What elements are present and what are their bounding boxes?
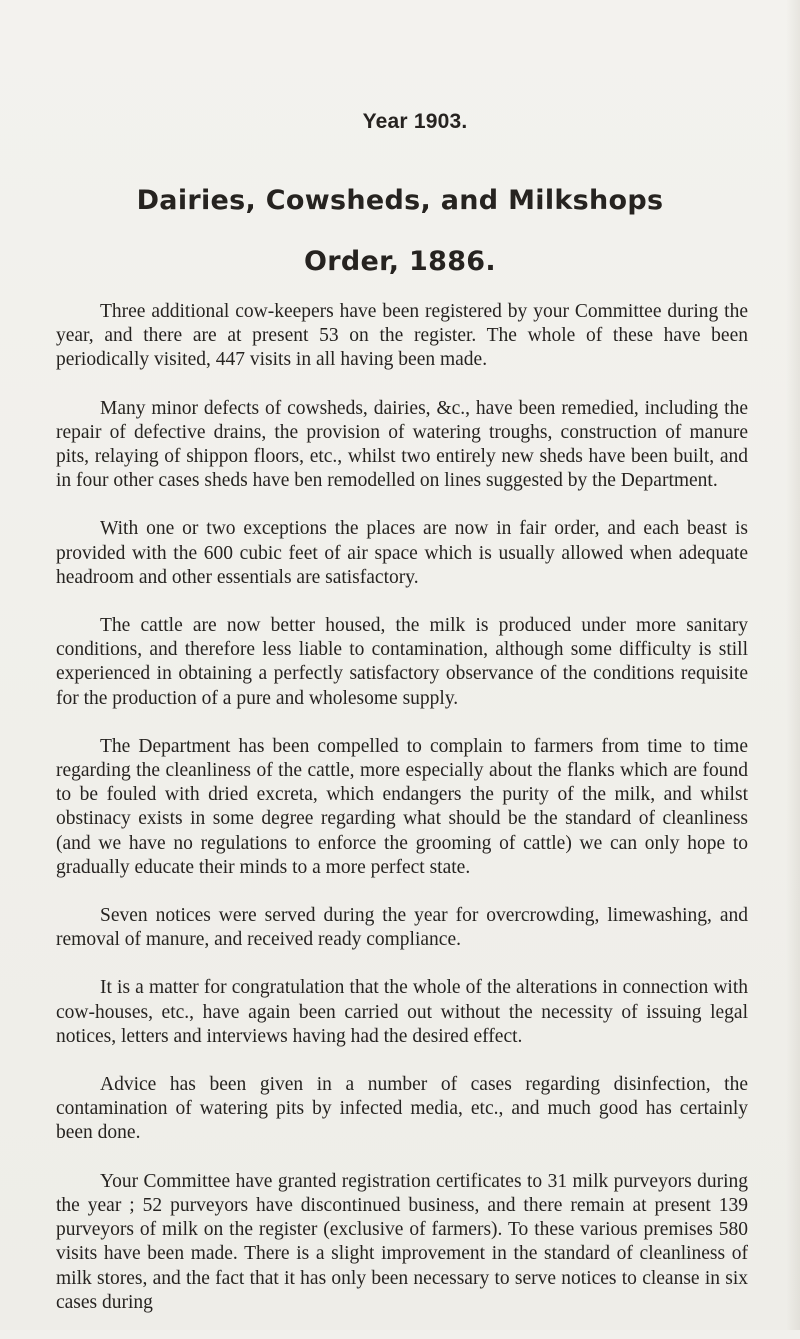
paragraph: Seven notices were served during the year for overcrowding, limewashing, and removal of manure, and received ready compliance.: [56, 905, 748, 951]
body-text: [56, 300, 748, 1339]
paragraph: With one or two exceptions the places are now in fair order, and each beast is provided with the 600 cubic feet of air space which is usually allowed when adequate headroom and other essentials are satisfactory.: [56, 518, 748, 588]
paragraph: Many minor defects of cowsheds, dairies, &c., have been remedied, including the repair of defective drains, the provision of watering troughs, construction of manure pits, relaying of shippon floors, etc., whilst two entirely new sheds have been built, and in four other cases sheds have ben remodelled on lines suggested by the Department.: [56, 397, 748, 492]
section-subtitle: Order, 1886.: [304, 246, 496, 277]
paragraph: It is a matter for congratulation that the whole of the alterations in connection with cow-houses, etc., have again been carried out without the necessity of issuing legal notices, letters and interviews having had the desired effect.: [56, 977, 748, 1047]
paragraph: Three additional cow-keepers have been registered by your Committee during the year, and there are at present 53 on the register. The whole of these have been periodically visited, 447 visits in all having been made.: [56, 301, 748, 371]
page-header-year: Year 1903.: [362, 110, 468, 133]
paragraph: The Department has been compelled to complain to farmers from time to time regarding the cleanliness of the cattle, more especially about the flanks which are found to be fouled with dried excreta, which endangers the purity of the milk, and whilst obstinacy exists in some degree regarding what should be the standard of cleanliness (and we have no regulations to enforce the grooming of cattle) we can only hope to gradually educate their minds to a more perfect state.: [56, 735, 748, 878]
paragraph: The cattle are now better housed, the milk is produced under more sanitary conditions, and therefore less liable to contamination, although some difficulty is still experienced in obtaining a perfectly satisfactory observance of the conditions requisite for the production of a pure and wholesome supply.: [56, 615, 748, 709]
section-title: Dairies, Cowsheds, and Milkshops: [136, 185, 664, 216]
paragraph: Advice has been given in a number of cases regarding disinfection, the contamination of watering pits by infected media, etc., and much good has certainly been done.: [56, 1074, 748, 1144]
paragraph: Your Committee have granted registration certificates to 31 milk purveyors during the year ; 52 purveyors have discontinued business, and there remain at present 139 purveyors of milk on the register (exclusive of farmers). To these various premises 580 visits have been made. There is a slight improvement in the standard of cleanliness of milk stores, and the fact that it has only been necessary to serve notices to cleanse in six cases during: [56, 1170, 748, 1313]
